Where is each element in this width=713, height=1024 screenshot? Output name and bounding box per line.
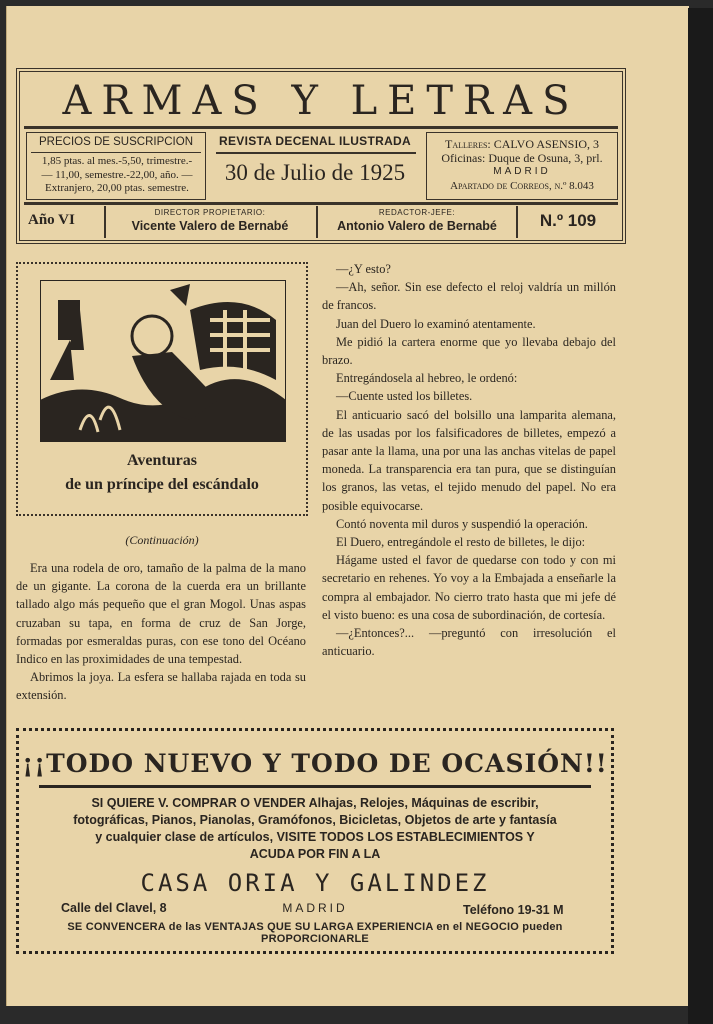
advertisement [16,728,614,954]
paragraph: El anticuario sacó del bolsillo una lamparita alemana, de las usadas por los falsificadores de billetes, empezó a pasar ante la llama, una por una las anchas vitelas de papel moneda. La transparencia era tan pura, que se distinguían los granos, las vetas, el tejido menudo del papel. No era posible equivocarse. [322,407,616,513]
paragraph: —Ah, señor. Sin ese defecto el reloj valdría un millón de francos. [322,280,616,313]
prices-line: 1,85 ptas. al mes.-5,50, trimestre.- [41,155,193,167]
prices-divider [31,152,201,153]
continuation-label: (Continuación) [125,533,199,547]
center-rule [216,152,416,154]
issue-date: 30 de Julio de 1925 [224,160,406,185]
paragraph: Me pidió la cartera enorme que yo llevaba debajo del brazo. [322,334,616,368]
address-line: Apartado de Correos, n.º 8.043 [450,180,594,192]
ad-body-line: SI QUIERE V. COMPRAR O VENDER Alhajas, Relojes, Máquinas de escribir, [91,796,539,810]
address-line: Oficinas: Duque de Osuna, 3, prl. [441,151,603,165]
paragraph: Contó noventa mil duros y suspendió la operación. [336,516,588,531]
address-line: MADRID [493,166,551,177]
prices-heading: PRECIOS DE SUSCRIPCION [39,136,193,148]
publication-title: ARMAS Y LETRAS [62,78,580,124]
woodcut-illustration [40,280,286,442]
paragraph: El Duero, entregándole el resto de billetes, le dijo: [336,535,586,550]
feature-frame [16,262,308,516]
prices-text [29,155,205,196]
ad-street: Calle del Clavel, 8 [61,901,167,915]
ad-rule [39,785,591,788]
paragraph: —Cuente usted los billetes. [336,389,473,404]
paragraph: Era una rodela de oro, tamaño de la palma de la mano de un gigante. La corona de la cuerda era un brillante tallado algo más pequeño que el gran Mogol. Unas aspas cruzaban su tapa, en forma de cruz de San Jorge, formadas por esmeraldas puras, con ese tono del Océano Indico en las proximidades de una tempestad. [16,561,306,667]
ad-body [25,795,605,863]
scan-edge [688,8,713,1024]
ad-body-line: ACUDA POR FIN A LA [249,847,381,861]
column-divider [516,206,518,238]
year-label: Año VI [28,212,75,228]
director-name: Vicente Valero de Bernabé [131,219,289,233]
editor-label: REDACTOR-JEFE: [378,208,456,217]
director-label: DIRECTOR PROPIETARIO: [154,208,266,217]
column-divider [104,206,106,238]
ad-body-line: y cualquier clase de artículos, VISITE TODOS LOS ESTABLECIMIENTOS Y [95,830,535,844]
subscription-box [26,132,206,200]
paragraph: Juan del Duero lo examinó atentamente. [336,316,536,331]
paragraph: —¿Y esto? [336,262,391,276]
masthead [16,68,626,244]
ad-phone: Teléfono 19-31 M [463,903,564,917]
ad-body-line: fotográficas, Pianos, Pianolas, Gramófonos, Bicicletas, Objetos de arte y fantasía [73,813,557,827]
masthead-rule [24,126,618,129]
column-divider [316,206,318,238]
ad-company: CASA ORIA Y GALINDEZ [140,869,490,897]
address-line: Talleres: CALVO ASENSIO, 3 [444,137,599,151]
subtitle: REVISTA DECENAL ILUSTRADA [219,134,411,148]
masthead-rule [24,202,618,205]
left-column [16,559,306,705]
paragraph: Hágame usted el favor de quedarse con todo y con mi secretario en rehenes. Yo voy a la Embajada a enseñarle la compra al embajador. No cierro trato hasta que mi jefe dé el visto bueno: es una cosa de subordinación, de cortesía. [322,553,616,622]
address-text [427,137,617,193]
paragraph: Entregándosela al hebreo, le ordenó: [336,371,518,386]
address-box [426,132,618,200]
right-column [322,260,616,660]
prices-line: — 11,00, semestre.-22,00, año. — [41,168,193,181]
feature-title: Aventuras [127,452,197,469]
editor-name: Antonio Valero de Bernabé [337,219,497,233]
ad-headline: ¡¡TODO NUEVO Y TODO DE OCASIÓN!! [22,749,608,778]
ad-footer: SE CONVENCERA de las VENTAJAS QUE SU LARGA EXPERIENCIA en el NEGOCIO pueden PROPORCIONARLE [67,921,563,945]
ad-city: MADRID [282,901,348,915]
feature-subtitle: de un príncipe del escándalo [65,476,259,493]
prices-line: Extranjero, 20,00 ptas. semestre. [45,182,189,194]
paragraph: —¿Entonces?... —preguntó con irresolución el anticuario. [322,626,616,659]
issue-number: N.º 109 [539,211,597,230]
paragraph: Abrimos la joya. La esfera se hallaba rajada en toda su extensión. [16,670,306,703]
